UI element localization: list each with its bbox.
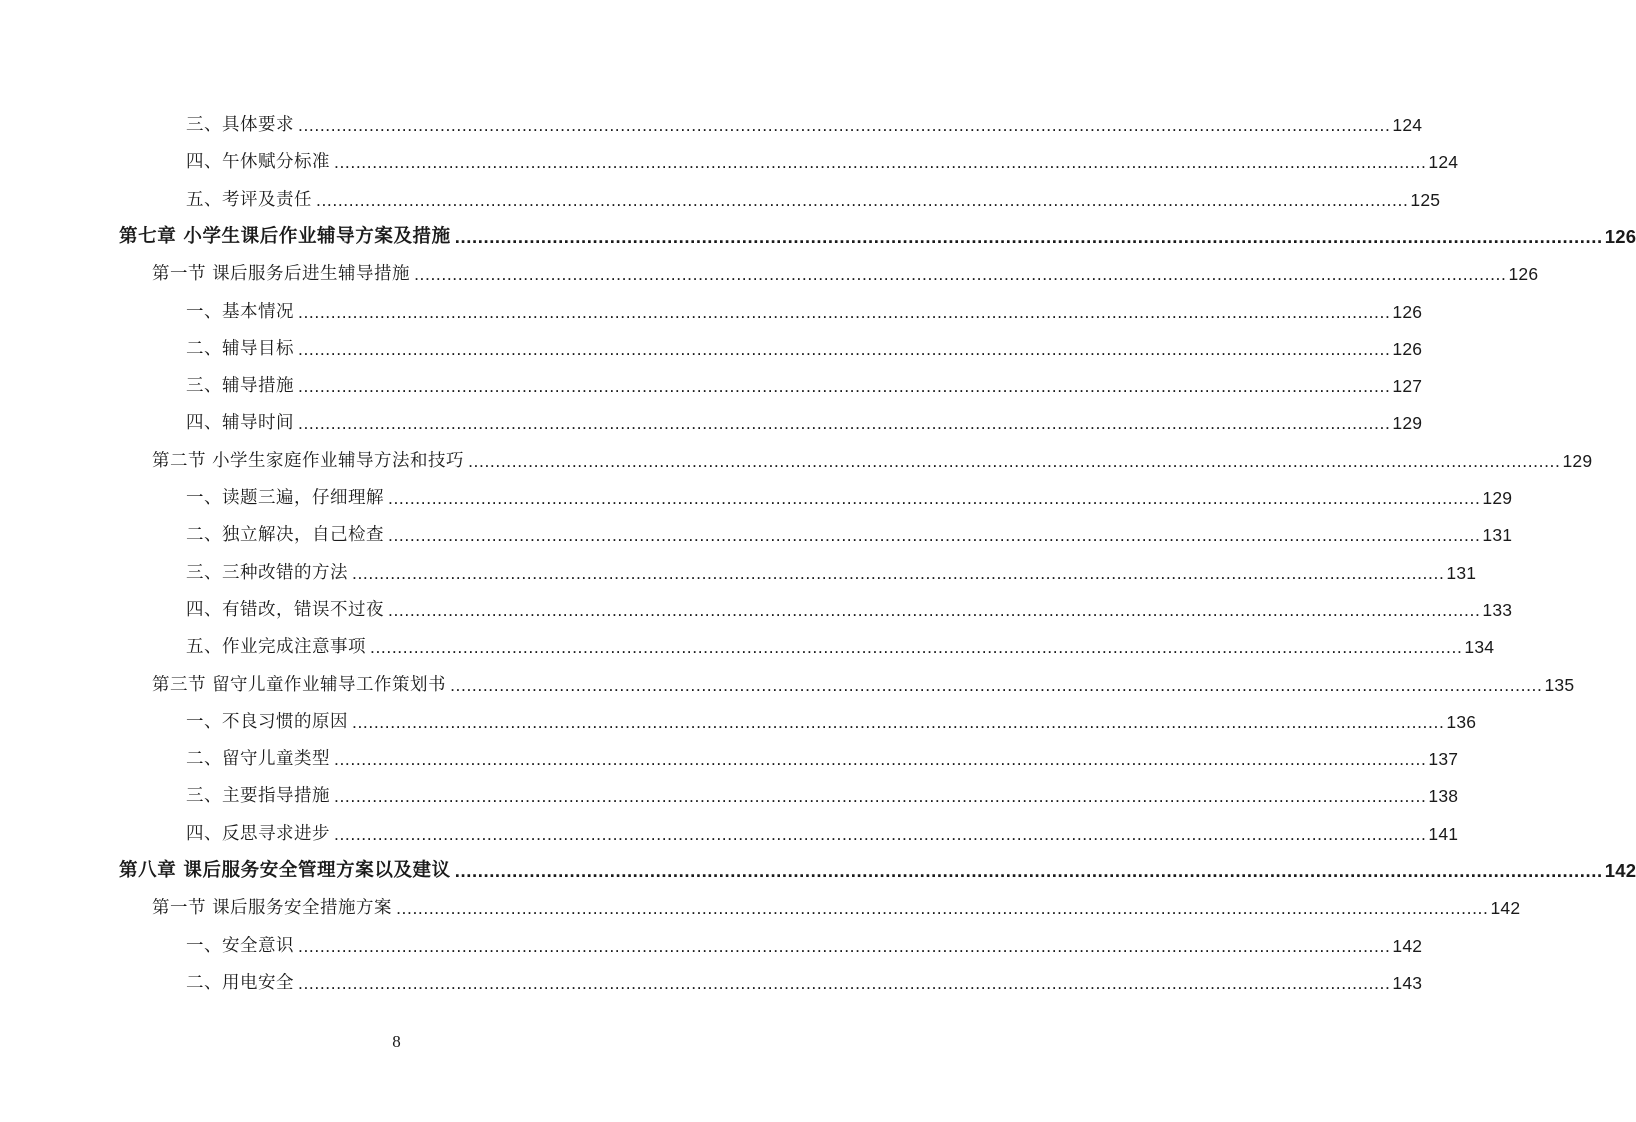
dot-leader: ........................................................................................................................................................................................................ [468,450,1561,471]
toc-entry-item[interactable] [186,958,1423,994]
toc-entry-page: 141 [1428,823,1459,844]
toc-entry-page: 126 [1392,338,1423,359]
toc-entry-title: 三、主要指导措施 [186,786,330,807]
toc-entry-title: 第八章 课后服务安全管理方案以及建议 [119,860,451,881]
toc-entry-title: 第一节 课后服务安全措施方案 [152,898,393,919]
dot-leader: ........................................................................................................................................................................................................ [316,189,1409,210]
toc-entry-title: 四、辅导时间 [186,413,294,434]
toc-entry-item[interactable] [186,175,1441,211]
dot-leader: ........................................................................................................................................................................................................ [298,935,1391,956]
toc-entry-title: 第二节 小学生家庭作业辅导方法和技巧 [152,450,465,471]
toc-entry-page: 126 [1392,301,1423,322]
toc-entry-page: 142 [1604,860,1636,881]
toc-entry-title: 四、反思寻求进步 [186,823,330,844]
toc-entry-page: 143 [1392,972,1423,993]
toc-entry-page: 137 [1428,749,1459,770]
dot-leader: ........................................................................................................................................................................................................ [388,599,1481,620]
dot-leader: ........................................................................................................................................................................................................ [450,674,1543,695]
toc-entry-item[interactable] [186,398,1423,434]
toc-entry-title: 四、有错改，错误不过夜 [186,599,384,620]
dot-leader: ........................................................................................................................................................................................................ [396,898,1489,919]
toc-entry-title: 五、考评及责任 [186,189,312,210]
toc-entry-page: 142 [1490,898,1521,919]
toc-entry-title: 一、安全意识 [186,935,294,956]
toc-entry-title: 三、具体要求 [186,115,294,135]
toc-entry-title: 三、辅导措施 [186,376,294,397]
toc-entry-page: 125 [1410,189,1441,210]
toc-entry-item[interactable] [186,809,1459,845]
dot-leader: ........................................................................................................................................................................................................ [352,711,1445,732]
dot-leader: ........................................................................................................................................................................................................ [298,376,1391,397]
toc-entry-page: 129 [1562,450,1593,471]
page-number: 8 [392,1032,401,1051]
toc-entry-title: 五、作业完成注意事项 [186,637,366,658]
toc-entry-section[interactable] [152,436,1593,472]
dot-leader: ........................................................................................................................................................................................................ [298,115,1391,135]
dot-leader: ........................................................................................................................................................................................................ [298,301,1391,322]
dot-leader: ........................................................................................................................................................................................................ [454,860,1603,881]
toc-entry-item[interactable] [186,697,1477,733]
dot-leader: ........................................................................................................................................................................................................ [298,338,1391,359]
toc-entry-page: 124 [1428,152,1459,173]
toc-entry-page: 142 [1392,935,1423,956]
toc-entry-page: 124 [1392,115,1423,135]
toc-entry-item[interactable] [186,734,1459,770]
toc-entry-chapter[interactable] [119,846,1636,882]
toc-entry-title: 第一节 课后服务后进生辅导措施 [152,264,411,285]
toc-entry-item[interactable] [186,771,1459,807]
toc-entry-page: 127 [1392,376,1423,397]
dot-leader: ........................................................................................................................................................................................................ [298,413,1391,434]
dot-leader: ........................................................................................................................................................................................................ [454,225,1603,247]
toc-entry-title: 二、用电安全 [186,972,294,993]
toc-entry-title: 第三节 留守儿童作业辅导工作策划书 [152,674,447,695]
toc-entry-page: 134 [1464,637,1495,658]
toc-entry-section[interactable] [152,249,1539,285]
dot-leader: ........................................................................................................................................................................................................ [334,823,1427,844]
toc-entry-item[interactable] [186,361,1423,397]
toc-entry-title: 一、读题三遍，仔细理解 [186,488,384,508]
toc-entry-page: 138 [1428,786,1459,807]
toc-entry-item[interactable] [186,473,1513,509]
toc-entry-item[interactable] [186,287,1423,323]
toc-entry-page: 126 [1508,264,1539,285]
dot-leader: ........................................................................................................................................................................................................ [334,786,1427,807]
toc-entry-title: 三、三种改错的方法 [186,562,348,583]
dot-leader: ........................................................................................................................................................................................................ [414,264,1507,285]
toc-entry-item[interactable] [186,100,1423,136]
toc-entry-page: 129 [1482,488,1513,508]
dot-leader: ........................................................................................................................................................................................................ [370,637,1463,658]
toc-entry-item[interactable] [186,548,1477,584]
toc-entry-title: 第七章 小学生课后作业辅导方案及措施 [119,225,451,247]
toc-entry-page: 136 [1446,711,1477,732]
toc-entry-section[interactable] [152,883,1521,919]
toc-entry-item[interactable] [186,324,1423,360]
toc-entry-page: 131 [1482,525,1513,546]
toc-entry-item[interactable] [186,921,1423,957]
toc-entry-item[interactable] [186,137,1459,173]
toc-entry-page: 131 [1446,562,1477,583]
toc-entry-page: 135 [1544,674,1575,695]
toc-entry-chapter[interactable] [119,212,1636,248]
toc-entry-page: 129 [1392,413,1423,434]
toc-entry-title: 二、独立解决，自己检查 [186,525,384,546]
toc-entry-title: 二、辅导目标 [186,338,294,359]
toc-entry-title: 二、留守儿童类型 [186,749,330,770]
dot-leader: ........................................................................................................................................................................................................ [334,152,1427,173]
dot-leader: ........................................................................................................................................................................................................ [388,488,1481,508]
toc-entry-page: 126 [1604,225,1636,247]
dot-leader: ........................................................................................................................................................................................................ [298,972,1391,993]
toc-entry-item[interactable] [186,510,1513,546]
dot-leader: ........................................................................................................................................................................................................ [352,562,1445,583]
toc-entry-section[interactable] [152,660,1575,696]
dot-leader: ........................................................................................................................................................................................................ [388,525,1481,546]
toc-entry-item[interactable] [186,622,1495,658]
toc-entry-page: 133 [1482,599,1513,620]
dot-leader: ........................................................................................................................................................................................................ [334,749,1427,770]
toc-entry-title: 四、午休赋分标准 [186,152,330,173]
toc-entry-item[interactable] [186,585,1513,621]
toc-entry-title: 一、基本情况 [186,301,294,322]
toc-entry-title: 一、不良习惯的原因 [186,711,348,732]
